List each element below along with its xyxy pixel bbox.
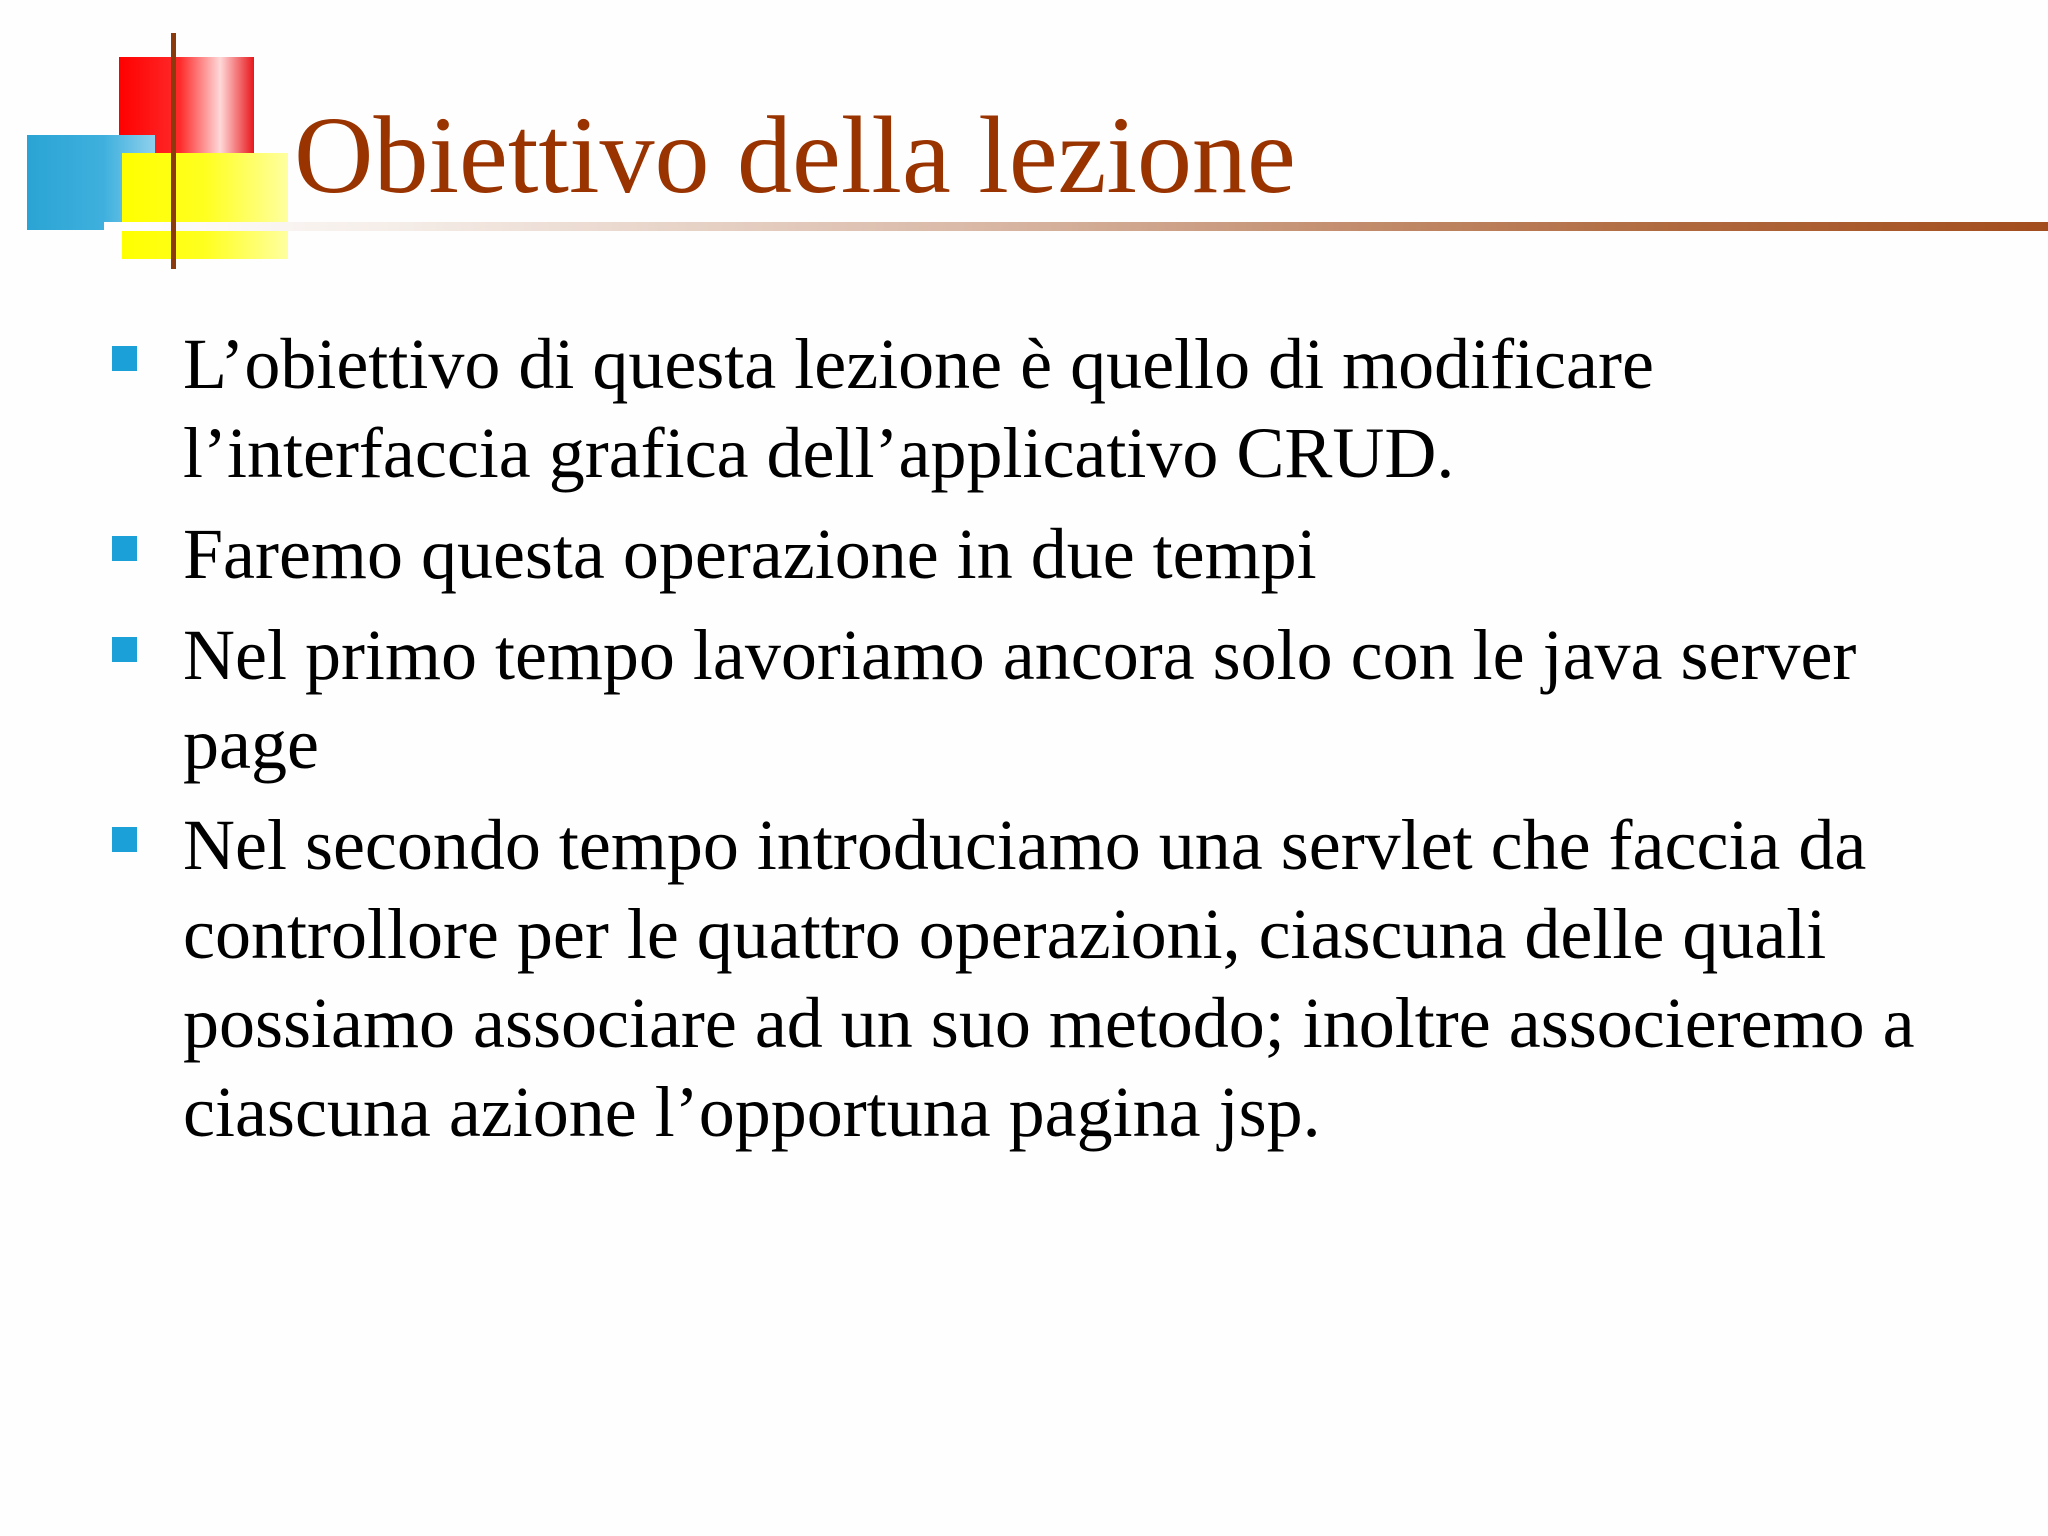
bullet-text: Nel secondo tempo introduciamo una servlet che faccia da controllore per le quattro operazioni, ciascuna delle quali possiamo associare ad un suo metodo; inoltre associeremo a ciascuna azione l’opportuna pagina jsp. (183, 805, 1915, 1152)
bullet-item (0, 611, 2048, 789)
bullet-item (0, 801, 2048, 1157)
square-bullet-icon (112, 827, 137, 852)
logo-yellow-block (122, 153, 288, 259)
square-bullet-icon (112, 536, 137, 561)
bullet-item (0, 320, 2048, 498)
logo-vertical-line (171, 33, 176, 269)
bullet-text: L’obiettivo di questa lezione è quello di modificare l’interfaccia grafica dell’applicativo CRUD. (183, 324, 1654, 493)
bullet-text: Faremo questa operazione in due tempi (183, 514, 1317, 594)
bullet-text: Nel primo tempo lavoriamo ancora solo con le java server page (183, 615, 1857, 784)
bullet-item (0, 510, 2048, 599)
square-bullet-icon (112, 346, 137, 371)
slide-title: Obiettivo della lezione (294, 94, 1296, 216)
title-rule (104, 222, 2048, 231)
color-blocks-logo-icon (0, 0, 300, 280)
square-bullet-icon (112, 637, 137, 662)
bullet-list (0, 320, 2048, 1169)
